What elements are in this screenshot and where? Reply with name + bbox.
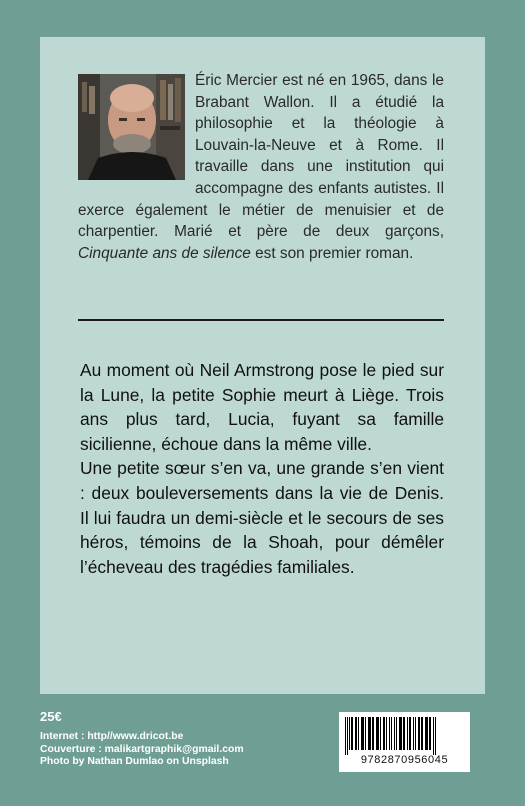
divider-line xyxy=(78,319,444,321)
back-cover-panel xyxy=(40,37,485,694)
credits xyxy=(40,731,244,769)
credit-photo: Photo by Nathan Dumlao on Unsplash xyxy=(40,756,229,768)
credit-internet: Internet : http//www.dricot.be xyxy=(40,731,184,742)
bio-text-end: est son premier roman. xyxy=(250,244,414,262)
book-summary xyxy=(80,358,444,579)
book-title: Cinquante ans de silence xyxy=(78,244,251,262)
barcode xyxy=(339,712,470,772)
barcode-icon xyxy=(345,717,464,755)
credit-cover: Couverture : malikartgraphik@gmail.com xyxy=(40,743,244,755)
isbn-number: 9782870956045 xyxy=(360,754,449,766)
price: 25€ xyxy=(40,709,62,724)
summary-paragraph: Une petite sœur s’en va, une grande s’en vient : deux bouleversements dans la vie de Denis. Il lui faudra un demi-siècle et le secours de ses héros, témoins de la Shoah, pour démêler l’écheveau des tragédies familiales. xyxy=(80,458,444,577)
summary-paragraph: Au moment où Neil Armstrong pose le pied sur la Lune, la petite Sophie meurt à Liège. Trois ans plus tard, Lucia, fuyant sa famille sicilienne, échoue dans la même ville. xyxy=(80,360,444,454)
author-photo xyxy=(78,74,185,180)
author-bio xyxy=(78,70,444,264)
bio-text: Éric Mercier est né en 1965, dans le Brabant Wallon. Il a étudié la philosophie et la théologie à Louvain-la-Neuve et à Rome. Il travaille dans une institution qui accompagne des enfants autistes. Il exerce également le métier de menuisier et de charpentier. Marié et père de deux garçons, xyxy=(78,72,444,241)
